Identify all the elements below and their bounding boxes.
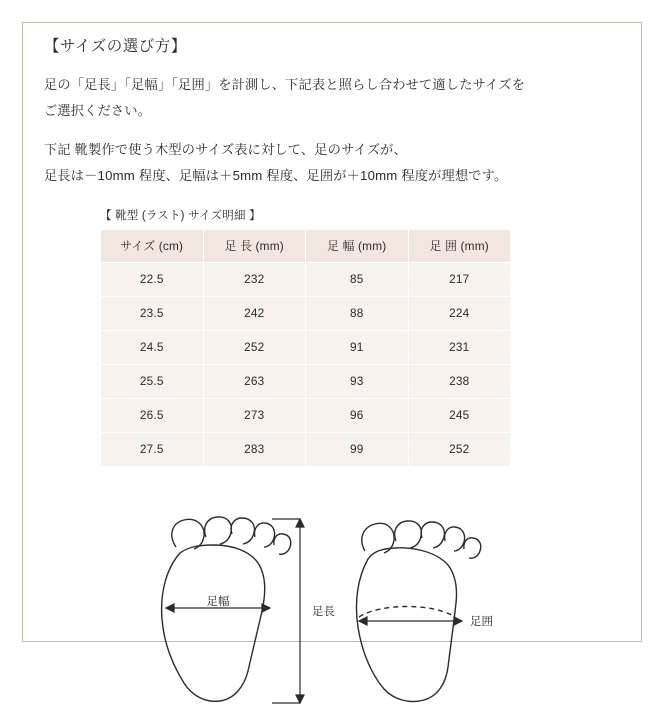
toe-3 [231,518,254,544]
cell-length: 273 [203,398,306,432]
size-table-head [101,229,511,262]
intro-paragraph-1 [44,72,620,123]
toe-4 [445,527,465,551]
cell-length: 263 [203,364,306,398]
table-caption: 【 靴型 (ラスト) サイズ明細 】 [100,209,261,222]
cell-width: 93 [306,364,409,398]
cell-size: 25.5 [101,364,204,398]
toe-5 [464,538,481,558]
table-row [101,398,511,432]
toe-3 [421,522,444,548]
cell-size: 26.5 [101,398,204,432]
size-table-body [101,262,511,466]
cell-size: 22.5 [101,262,204,296]
footprint-sole-outline [162,517,291,701]
toe-5 [274,534,291,554]
page-title: 【サイズの選び方】 [44,38,187,55]
intro-paragraph-1-line-2: ご選択ください。 [44,102,152,118]
cell-width: 85 [306,262,409,296]
cell-length: 252 [203,330,306,364]
intro-paragraph-2 [44,137,620,188]
cell-girth: 238 [408,364,511,398]
table-header-row [101,229,511,262]
cell-width: 91 [306,330,409,364]
cell-width: 96 [306,398,409,432]
cell-length: 283 [203,432,306,466]
label-foot-length: 足長 [312,605,335,618]
toe-4 [255,523,275,547]
cell-girth: 245 [408,398,511,432]
table-row [101,296,511,330]
label-foot-girth: 足囲 [470,615,493,628]
cell-girth: 231 [408,330,511,364]
toe-big [172,519,204,549]
cell-width: 88 [306,296,409,330]
cell-size: 24.5 [101,330,204,364]
girth-dashed-line [359,606,455,617]
cell-width: 99 [306,432,409,466]
size-table [100,229,511,467]
footprint-top-outline [356,521,480,702]
cell-girth: 252 [408,432,511,466]
column-header-size: サイズ (cm) [101,229,204,262]
cell-size: 23.5 [101,296,204,330]
cell-girth: 224 [408,296,511,330]
sole-length-arrow [272,519,304,703]
intro-paragraph-2-line-2: 足長は－10mm 程度、足幅は＋5mm 程度、足囲が＋10mm 程度が理想です。 [44,168,508,184]
label-foot-width: 足幅 [206,595,230,608]
cell-length: 242 [203,296,306,330]
table-row [101,262,511,296]
toe-2 [395,521,422,548]
cell-girth: 217 [408,262,511,296]
diagram-svg [122,489,542,721]
column-header-length: 足 長 (mm) [203,229,306,262]
table-row [101,330,511,364]
column-header-girth: 足 囲 (mm) [408,229,511,262]
table-row [101,364,511,398]
cell-length: 232 [203,262,306,296]
page-content [44,26,620,638]
girth-arrow [359,617,462,625]
cell-size: 27.5 [101,432,204,466]
foot-measurement-diagram [44,489,620,721]
toe-2 [205,517,232,544]
intro-paragraph-1-line-1: 足の「足長」「足幅」「足囲」を計測し、下記表と照らし合わせて適したサイズを [44,77,526,92]
intro-paragraph-2-line-1: 下記 靴製作で使う木型のサイズ表に対して、足のサイズが、 [44,142,407,158]
table-row [101,432,511,466]
column-header-width: 足 幅 (mm) [306,229,409,262]
